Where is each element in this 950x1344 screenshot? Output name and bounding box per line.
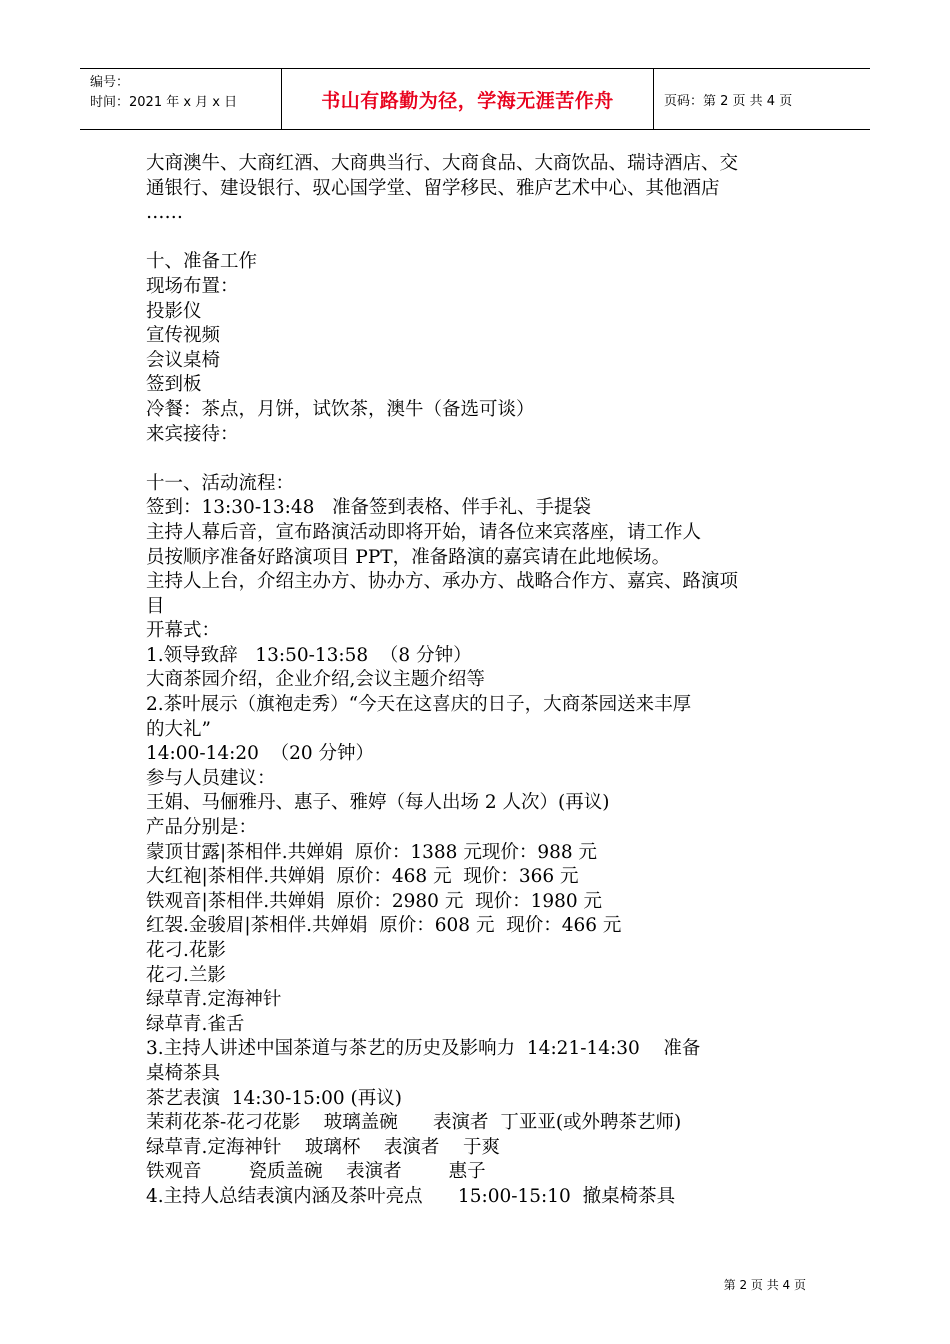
text-line: 冷餐：茶点，月饼，试饮茶，澳牛（备选可谈） xyxy=(146,398,535,420)
text-line: 茶艺表演 14:30-15:00 (再议) xyxy=(146,1087,402,1109)
page-footer xyxy=(724,1276,806,1293)
text-line: 茉莉花茶-花刁花影 玻璃盖碗 表演者 丁亚亚(或外聘茶艺师) xyxy=(146,1112,682,1134)
text-line: 投影仪 xyxy=(146,300,202,322)
blank-line xyxy=(146,226,816,251)
text-line: 的大礼” xyxy=(146,718,211,740)
header-page-cell xyxy=(654,69,870,129)
document-body xyxy=(146,152,816,1210)
text-line: 铁观音 瓷质盖碗 表演者 惠子 xyxy=(146,1161,486,1183)
text-line: 主持人幕后音，宣布路演活动即将开始，请各位来宾落座，请工作人 xyxy=(146,521,702,543)
text-line: 绿草青.定海神针 玻璃杯 表演者 于爽 xyxy=(146,1136,500,1158)
text-line: 花刁.花影 xyxy=(146,940,226,961)
text-line: 桌椅茶具 xyxy=(146,1062,221,1084)
text-line: 大商茶园介绍，企业介绍,会议主题介绍等 xyxy=(146,669,485,691)
text-line: 主持人上台，介绍主办方、协办方、承办方、战略合作方、嘉宾、路演项 xyxy=(146,571,739,593)
document-header xyxy=(80,68,870,130)
text-line: 铁观音|茶相伴.共婵娟 原价：2980 元 现价：1980 元 xyxy=(146,890,603,912)
text-line: 绿草青.雀舌 xyxy=(146,1013,245,1035)
text-line: 十、准备工作 xyxy=(146,251,258,273)
text-line: 4.主持人总结表演内涵及茶叶亮点 15:00-15:10 撤桌椅茶具 xyxy=(146,1185,676,1207)
text-line: 目 xyxy=(146,595,165,617)
header-motto-cell xyxy=(282,69,654,129)
text-line: 签到：13:30-13:48 准备签到表格、伴手礼、手提袋 xyxy=(146,497,592,519)
document-date: 时间：2021 年 x 月 x 日 xyxy=(90,95,238,110)
header-page-number: 页码：第 2 页 共 4 页 xyxy=(664,93,793,109)
text-line: 蒙顶甘露|茶相伴.共婵娟 原价：1388 元现价：988 元 xyxy=(146,841,598,863)
text-line: 1.领导致辞 13:50-13:58 （8 分钟） xyxy=(146,644,472,666)
header-motto: 书山有路勤为径，学海无涯苦作舟 xyxy=(321,89,614,112)
document-number: 编号： xyxy=(90,75,130,90)
header-meta-cell xyxy=(80,69,282,129)
text-line: 通银行、建设银行、驭心国学堂、留学移民、雅庐艺术中心、其他酒店 xyxy=(146,177,720,199)
text-line: 会议桌椅 xyxy=(146,349,221,371)
text-line: 绿草青.定海神针 xyxy=(146,989,282,1011)
text-line: 来宾接待： xyxy=(146,423,239,445)
text-line: 产品分别是： xyxy=(146,817,258,839)
text-line: 签到板 xyxy=(146,374,202,396)
text-line: …… xyxy=(146,202,183,224)
text-line: 宣传视频 xyxy=(146,325,221,347)
text-line: 红袈.金骏眉|茶相伴.共婵娟 原价：608 元 现价：466 元 xyxy=(146,915,622,937)
text-line: 14:00-14:20 （20 分钟） xyxy=(146,743,375,765)
text-line: 十一、活动流程： xyxy=(146,472,295,494)
text-line: 员按顺序准备好路演项目 PPT，准备路演的嘉宾请在此地候场。 xyxy=(146,546,671,568)
text-line: 开幕式： xyxy=(146,620,221,642)
text-line: 王娟、马俪雅丹、惠子、雅婷（每人出场 2 人次）(再议) xyxy=(146,792,610,814)
text-line: 大红袍|茶相伴.共婵娟 原价：468 元 现价：366 元 xyxy=(146,866,579,888)
text-line: 2.茶叶展示（旗袍走秀）“今天在这喜庆的日子，大商茶园送来丰厚 xyxy=(146,694,692,716)
text-line: 参与人员建议： xyxy=(146,767,276,789)
text-line: 花刁.兰影 xyxy=(146,964,226,986)
text-line: 大商澳牛、大商红酒、大商典当行、大商食品、大商饮品、瑞诗酒店、交 xyxy=(146,153,739,174)
blank-line xyxy=(146,447,816,472)
text-line: 现场布置： xyxy=(146,275,239,297)
text-line: 3.主持人讲述中国茶道与茶艺的历史及影响力 14:21-14:30 准备 xyxy=(146,1038,701,1060)
footer-page-number: 第 2 页 共 4 页 xyxy=(723,1278,806,1292)
